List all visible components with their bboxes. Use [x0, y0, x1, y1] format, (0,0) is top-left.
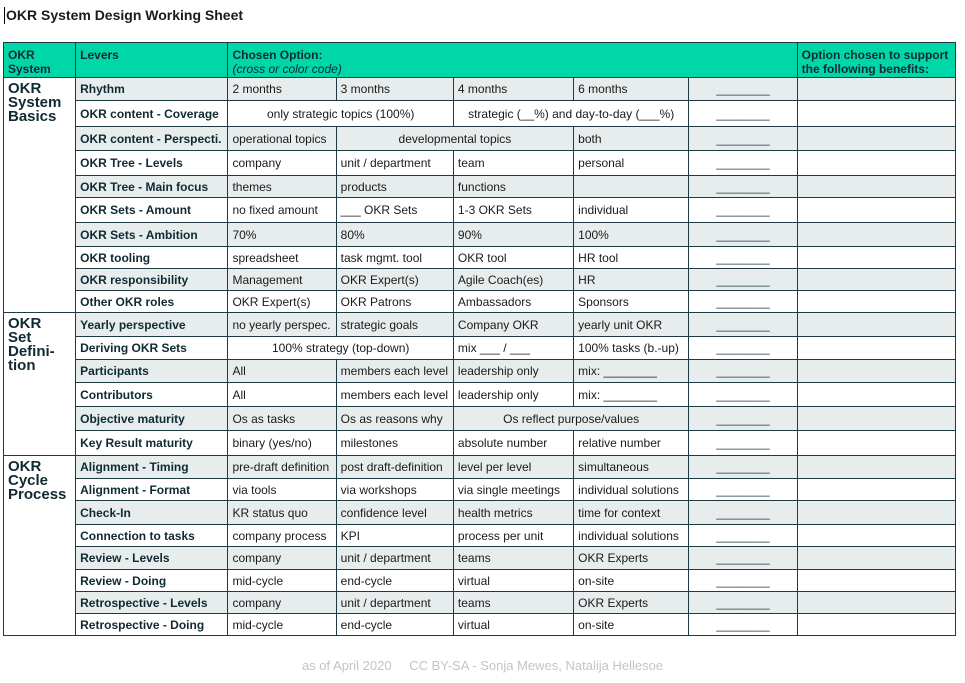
lever-label: Check-In [76, 501, 228, 525]
option-cell[interactable]: end-cycle [336, 614, 453, 636]
option-cell[interactable]: no yearly perspec. [228, 313, 336, 337]
option-cell[interactable]: time for context [574, 501, 689, 525]
option-cell[interactable]: products [336, 176, 453, 198]
custom-option-field[interactable]: ________ [689, 614, 797, 636]
benefits-cell[interactable] [797, 383, 955, 407]
page-title: OKR System Design Working Sheet [6, 7, 244, 23]
option-cell[interactable]: on-site [574, 570, 689, 592]
lever-label: Objective maturity [76, 407, 228, 431]
lever-label: OKR Tree - Levels [76, 151, 228, 176]
option-cell[interactable]: 4 months [453, 78, 573, 101]
lever-label: OKR content - Perspecti. [76, 127, 228, 151]
custom-option-field[interactable]: ________ [689, 247, 797, 269]
option-cell[interactable]: Management [228, 269, 336, 291]
lever-label: Retrospective - Levels [76, 592, 228, 614]
benefits-cell[interactable] [797, 223, 955, 247]
option-cell[interactable]: Os reflect purpose/values [453, 407, 688, 431]
custom-option-field[interactable]: ________ [689, 223, 797, 247]
table-row [4, 570, 956, 592]
section-label: System [8, 94, 62, 111]
benefits-cell[interactable] [797, 269, 955, 291]
benefits-cell[interactable] [797, 525, 955, 547]
custom-option-field[interactable]: ________ [689, 291, 797, 313]
custom-option-field[interactable]: ________ [689, 501, 797, 525]
option-cell[interactable]: All [228, 383, 336, 407]
section-label: OKR [8, 458, 42, 475]
option-cell[interactable]: 70% [228, 223, 336, 247]
lever-label: Yearly perspective [76, 313, 228, 337]
option-cell[interactable]: mix ___ / ___ [453, 337, 573, 360]
option-cell[interactable]: 100% [574, 223, 689, 247]
table-row [4, 127, 956, 151]
custom-option-field[interactable]: ________ [689, 431, 797, 456]
custom-option-field[interactable]: ________ [689, 127, 797, 151]
benefits-cell[interactable] [797, 479, 955, 501]
option-cell[interactable]: 100% tasks (b.-up) [574, 337, 689, 360]
benefits-cell[interactable] [797, 592, 955, 614]
option-cell[interactable]: Os as tasks [228, 407, 336, 431]
lever-label: Rhythm [76, 78, 228, 101]
lever-label: OKR responsibility [76, 269, 228, 291]
custom-option-field[interactable]: ________ [689, 592, 797, 614]
option-cell[interactable]: individual solutions [574, 479, 689, 501]
table-row [4, 456, 956, 479]
option-cell[interactable]: milestones [336, 431, 453, 456]
lever-label: OKR Sets - Ambition [76, 223, 228, 247]
benefits-cell[interactable] [797, 291, 955, 313]
option-cell[interactable]: KPI [336, 525, 453, 547]
option-cell[interactable]: ___ OKR Sets [336, 198, 453, 223]
option-cell[interactable]: simultaneous [574, 456, 689, 479]
custom-option-field[interactable]: ________ [689, 269, 797, 291]
option-cell[interactable]: 6 months [574, 78, 689, 101]
benefits-cell[interactable] [797, 570, 955, 592]
option-cell[interactable]: level per level [453, 456, 573, 479]
header-okr-system: OKR System [4, 43, 76, 78]
option-cell[interactable]: teams [453, 592, 573, 614]
option-cell[interactable]: binary (yes/no) [228, 431, 336, 456]
benefits-cell[interactable] [797, 614, 955, 636]
option-cell[interactable]: only strategic topics (100%) [228, 101, 453, 127]
custom-option-field[interactable]: ________ [689, 78, 797, 101]
section-okr-system-basics [4, 78, 76, 313]
lever-label: OKR Tree - Main focus [76, 176, 228, 198]
benefits-cell[interactable] [797, 501, 955, 525]
option-cell[interactable]: mid-cycle [228, 614, 336, 636]
lever-label: Key Result maturity [76, 431, 228, 456]
table-row [4, 479, 956, 501]
benefits-cell[interactable] [797, 127, 955, 151]
lever-label: OKR tooling [76, 247, 228, 269]
section-label: Process [8, 486, 67, 503]
header-chosen-sub: (cross or color code) [232, 62, 342, 76]
table-row [4, 614, 956, 636]
option-cell[interactable]: team [453, 151, 573, 176]
option-cell[interactable]: pre-draft definition [228, 456, 336, 479]
option-cell[interactable]: Agile Coach(es) [453, 269, 573, 291]
option-cell[interactable]: strategic goals [336, 313, 453, 337]
benefits-cell[interactable] [797, 151, 955, 176]
table-row [4, 383, 956, 407]
table-row [4, 360, 956, 383]
option-cell[interactable]: OKR Patrons [336, 291, 453, 313]
lever-label: Review - Doing [76, 570, 228, 592]
benefits-cell[interactable] [797, 78, 955, 101]
option-cell[interactable]: via workshops [336, 479, 453, 501]
benefits-cell[interactable] [797, 456, 955, 479]
lever-label: OKR Sets - Amount [76, 198, 228, 223]
section-label: Defini- [8, 343, 55, 360]
option-cell[interactable]: virtual [453, 570, 573, 592]
lever-label: Participants [76, 360, 228, 383]
option-cell[interactable]: HR tool [574, 247, 689, 269]
section-okr-set-definition [4, 313, 76, 456]
section-label: Set [8, 329, 32, 346]
table-row [4, 592, 956, 614]
footer [0, 658, 965, 673]
lever-label: Alignment - Format [76, 479, 228, 501]
custom-option-field[interactable]: ________ [689, 525, 797, 547]
option-cell[interactable]: unit / department [336, 592, 453, 614]
option-cell[interactable]: mix: ________ [574, 383, 689, 407]
table-row [4, 223, 956, 247]
option-cell[interactable]: 90% [453, 223, 573, 247]
option-cell[interactable]: company [228, 592, 336, 614]
benefits-cell[interactable] [797, 407, 955, 431]
option-cell[interactable]: end-cycle [336, 570, 453, 592]
header-row [4, 43, 956, 78]
footer-date: as of April 2020 [301, 658, 392, 673]
option-cell[interactable]: themes [228, 176, 336, 198]
benefits-cell[interactable] [797, 176, 955, 198]
section-label: tion [8, 357, 36, 374]
option-cell[interactable]: task mgmt. tool [336, 247, 453, 269]
table-row [4, 407, 956, 431]
option-cell[interactable]: company process [228, 525, 336, 547]
benefits-cell[interactable] [797, 313, 955, 337]
custom-option-field[interactable]: ________ [689, 101, 797, 127]
option-cell[interactable]: company [228, 547, 336, 570]
option-cell[interactable]: virtual [453, 614, 573, 636]
custom-option-field[interactable]: ________ [689, 176, 797, 198]
table-row [4, 176, 956, 198]
option-cell[interactable]: 80% [336, 223, 453, 247]
lever-label: Alignment - Timing [76, 456, 228, 479]
table-row [4, 501, 956, 525]
option-cell[interactable]: post draft-definition [336, 456, 453, 479]
lever-label: Other OKR roles [76, 291, 228, 313]
option-cell[interactable]: mid-cycle [228, 570, 336, 592]
custom-option-field[interactable]: ________ [689, 407, 797, 431]
benefits-cell[interactable] [797, 431, 955, 456]
option-cell[interactable]: 1-3 OKR Sets [453, 198, 573, 223]
option-cell[interactable]: unit / department [336, 151, 453, 176]
custom-option-field[interactable]: ________ [689, 313, 797, 337]
lever-label: Contributors [76, 383, 228, 407]
option-cell[interactable]: process per unit [453, 525, 573, 547]
table-row [4, 78, 956, 101]
custom-option-field[interactable]: ________ [689, 456, 797, 479]
custom-option-field[interactable]: ________ [689, 360, 797, 383]
section-label: OKR [8, 80, 42, 97]
option-cell[interactable] [574, 176, 689, 198]
benefits-cell[interactable] [797, 101, 955, 127]
option-cell[interactable]: KR status quo [228, 501, 336, 525]
option-cell[interactable]: developmental topics [336, 127, 573, 151]
custom-option-field[interactable]: ________ [689, 479, 797, 501]
option-cell[interactable]: OKR Experts [574, 547, 689, 570]
option-cell[interactable]: individual solutions [574, 525, 689, 547]
option-cell[interactable]: spreadsheet [228, 247, 336, 269]
lever-label: Connection to tasks [76, 525, 228, 547]
table-row [4, 269, 956, 291]
section-okr-cycle-process [4, 456, 76, 636]
benefits-cell[interactable] [797, 198, 955, 223]
benefits-cell[interactable] [797, 247, 955, 269]
footer-license: CC BY-SA - Sonja Mewes, Natalija Hellesoe [409, 658, 664, 673]
table-row [4, 151, 956, 176]
option-cell[interactable]: health metrics [453, 501, 573, 525]
option-cell[interactable]: relative number [574, 431, 689, 456]
benefits-cell[interactable] [797, 337, 955, 360]
option-cell[interactable]: OKR Experts [574, 592, 689, 614]
option-cell[interactable]: company [228, 151, 336, 176]
option-cell[interactable]: leadership only [453, 360, 573, 383]
option-cell[interactable]: personal [574, 151, 689, 176]
header-chosen-option [228, 43, 797, 78]
table-row [4, 313, 956, 337]
okr-design-table [3, 42, 956, 636]
option-cell[interactable]: 3 months [336, 78, 453, 101]
option-cell[interactable]: OKR Expert(s) [336, 269, 453, 291]
table-row [4, 291, 956, 313]
benefits-cell[interactable] [797, 547, 955, 570]
custom-option-field[interactable]: ________ [689, 547, 797, 570]
lever-label: OKR content - Coverage [76, 101, 228, 127]
option-cell[interactable]: on-site [574, 614, 689, 636]
option-cell[interactable]: mix: ________ [574, 360, 689, 383]
table-row [4, 198, 956, 223]
option-cell[interactable]: OKR tool [453, 247, 573, 269]
option-cell[interactable]: Sponsors [574, 291, 689, 313]
option-cell[interactable]: via tools [228, 479, 336, 501]
option-cell[interactable]: unit / department [336, 547, 453, 570]
table-row [4, 431, 956, 456]
option-cell[interactable]: operational topics [228, 127, 336, 151]
table-row [4, 547, 956, 570]
section-label: Basics [8, 108, 57, 125]
custom-option-field[interactable]: ________ [689, 198, 797, 223]
option-cell[interactable]: 100% strategy (top-down) [228, 337, 453, 360]
section-label: OKR [8, 315, 42, 332]
table-row [4, 337, 956, 360]
section-label: Cycle [8, 472, 49, 489]
option-cell[interactable]: members each level [336, 383, 453, 407]
option-cell[interactable]: both [574, 127, 689, 151]
custom-option-field[interactable]: ________ [689, 383, 797, 407]
option-cell[interactable]: Company OKR [453, 313, 573, 337]
lever-label: Review - Levels [76, 547, 228, 570]
option-cell[interactable]: via single meetings [453, 479, 573, 501]
option-cell[interactable]: confidence level [336, 501, 453, 525]
option-cell[interactable]: 2 months [228, 78, 336, 101]
header-benefits: Option chosen to support the following benefits: [797, 43, 955, 78]
custom-option-field[interactable]: ________ [689, 570, 797, 592]
lever-label: Deriving OKR Sets [76, 337, 228, 360]
option-cell[interactable]: OKR Expert(s) [228, 291, 336, 313]
header-chosen-label: Chosen Option: [232, 48, 323, 62]
option-cell[interactable]: teams [453, 547, 573, 570]
table-row [4, 525, 956, 547]
option-cell[interactable]: Os as reasons why [336, 407, 453, 431]
option-cell[interactable]: individual [574, 198, 689, 223]
option-cell[interactable]: HR [574, 269, 689, 291]
option-cell[interactable]: absolute number [453, 431, 573, 456]
header-levers: Levers [76, 43, 228, 78]
option-cell[interactable]: functions [453, 176, 573, 198]
option-cell[interactable]: members each level [336, 360, 453, 383]
custom-option-field[interactable]: ________ [689, 337, 797, 360]
option-cell[interactable]: no fixed amount [228, 198, 336, 223]
option-cell[interactable]: Ambassadors [453, 291, 573, 313]
option-cell[interactable]: leadership only [453, 383, 573, 407]
lever-label: Retrospective - Doing [76, 614, 228, 636]
option-cell[interactable]: strategic (__%) and day-to-day (___%) [453, 101, 688, 127]
benefits-cell[interactable] [797, 360, 955, 383]
table-row [4, 101, 956, 127]
option-cell[interactable]: yearly unit OKR [574, 313, 689, 337]
table-row [4, 247, 956, 269]
option-cell[interactable]: All [228, 360, 336, 383]
custom-option-field[interactable]: ________ [689, 151, 797, 176]
